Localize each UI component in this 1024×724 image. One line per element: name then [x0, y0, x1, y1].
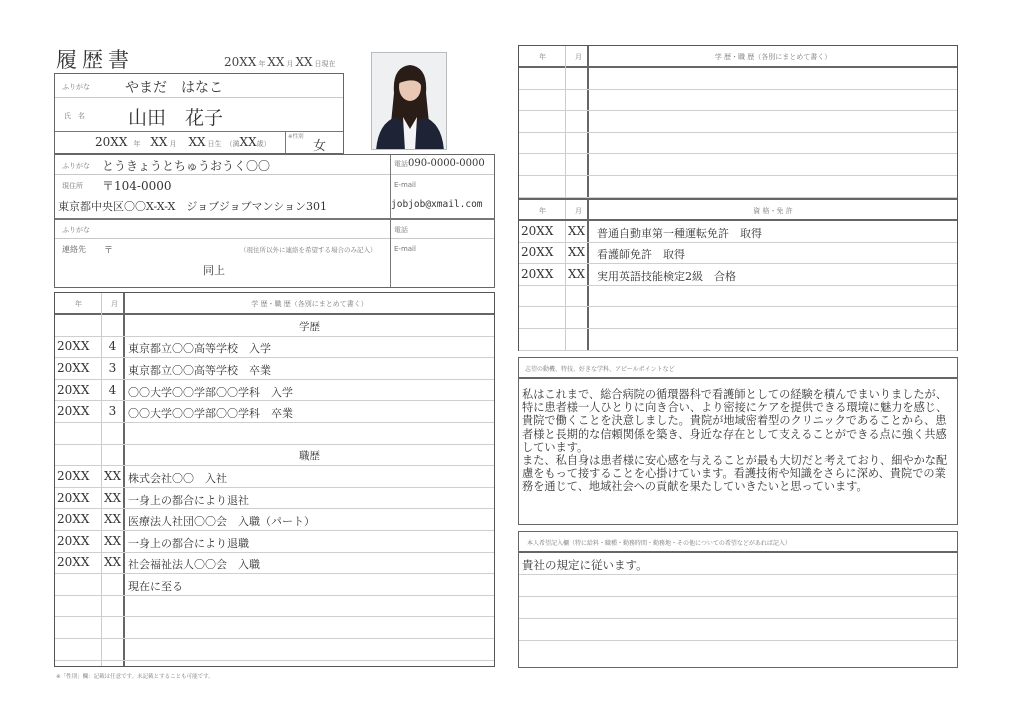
- motivation-paragraph: 私はこれまで、総合病院の循環器科で看護師としての経験を積んでまいりましたが、特に患者様一人ひとりに向き合い、より密接にケアを提供できる環境に魅力を感じ、貴院で働くことを決意しました。貴院が地域密着型のクリニックであることから、患者様と長期的な信頼関係を築き、身近な存在として支えることができる点に強く共感しています。 また、私自身は患者様に安心感を与えることが最も大切だと考えており、細やかな配慮をもって接することを心掛けています。看護技術や知識をさらに深め、貴院での業務を通じて、地域社会への貢献を果たしていきたいと思っています。: [522, 388, 948, 494]
- table-row: [55, 531, 494, 553]
- address-furigana-label: ふりがな: [62, 162, 90, 170]
- table-row: [55, 509, 494, 531]
- as-of-year: 20XX: [224, 55, 257, 69]
- name-label: 氏 名: [64, 112, 85, 120]
- request-text: 貴社の規定に従います。: [522, 558, 648, 572]
- person-portrait-icon: [372, 53, 447, 150]
- row-year: 20XX: [57, 512, 90, 527]
- table-row: [519, 68, 957, 90]
- table-row: [55, 596, 494, 618]
- contact-phone-label: 電話: [394, 226, 408, 234]
- unit-label: 月: [169, 140, 177, 148]
- row-month: XX: [103, 490, 122, 505]
- header-desc: 学 歴・職 歴（各別にまとめて書く）: [251, 300, 368, 308]
- unit-label: 年: [258, 60, 266, 68]
- request-line: [519, 597, 957, 619]
- table-row: [519, 111, 957, 133]
- row-description: 社会福祉法人〇〇会 入職: [128, 558, 260, 572]
- full-name: 山田 花子: [128, 107, 224, 129]
- divider: [55, 218, 494, 220]
- table-row: [55, 423, 494, 445]
- row-year: 20XX: [57, 468, 90, 483]
- table-row: [519, 133, 957, 155]
- row-description: 現在に至る: [128, 579, 183, 593]
- row-description: 実用英語技能検定2級 合格: [597, 269, 736, 283]
- table-row: [55, 466, 494, 488]
- row-description: 医療法人社団〇〇会 入職（パート）: [128, 515, 315, 529]
- row-description: 一身上の都合により退社: [128, 493, 249, 507]
- table-row: [519, 286, 957, 308]
- email-label: E-mail: [394, 181, 416, 189]
- unit-label: 年: [133, 140, 141, 148]
- row-year: 20XX: [57, 339, 90, 354]
- address-furigana: とうきょうとちゅうおうく〇〇: [102, 159, 271, 173]
- table-row: [55, 358, 494, 380]
- motivation-label: 志望の動機、特技、好きな学科、アピールポイントなど: [525, 366, 675, 373]
- requests-box: [518, 531, 958, 668]
- table-row: [55, 639, 494, 661]
- motivation-box: [518, 357, 958, 525]
- unit-label: 月: [286, 60, 294, 68]
- row-description: 職歴: [299, 450, 320, 463]
- table-row: [55, 445, 494, 467]
- gender: 女: [313, 139, 327, 154]
- column-divider: [565, 200, 566, 219]
- row-month: 4: [108, 339, 117, 354]
- requests-label: 本人希望記入欄（特に給料・職種・勤務時間・勤務地・その他についての希望などがあれば記入）: [527, 540, 791, 547]
- birth-date: [95, 135, 271, 149]
- birth-year: 20XX: [95, 135, 128, 149]
- row-description: 株式会社〇〇 入社: [128, 471, 227, 485]
- contact-note: （現住所以外に連絡を希望する場合のみ記入）: [240, 246, 377, 254]
- row-description: 一身上の都合により退職: [128, 536, 249, 550]
- row-description: 〇〇大学〇〇学部〇〇学科 入学: [128, 385, 293, 399]
- address-label: 現住所: [62, 182, 83, 190]
- postal-code: 〒104-0000: [102, 179, 172, 193]
- row-description: 普通自動車第一種運転免許 取得: [597, 226, 762, 240]
- divider: [55, 97, 343, 98]
- row-year: 20XX: [57, 555, 90, 570]
- unit-label: 日現在: [314, 60, 336, 68]
- row-year: 20XX: [57, 382, 90, 397]
- email: jobjob@xmail.com: [391, 199, 483, 210]
- row-description: 東京都立〇〇高等学校 入学: [128, 342, 271, 356]
- table-row: [55, 617, 494, 639]
- divider: [55, 174, 391, 175]
- row-year: 20XX: [521, 245, 554, 260]
- age: XX: [239, 135, 257, 149]
- continued-history-and-licenses-table: [518, 45, 958, 351]
- contact-label: 連絡先: [62, 245, 86, 254]
- row-year: 20XX: [57, 490, 90, 505]
- table-row: [55, 488, 494, 510]
- page-title: 履歴書: [56, 48, 134, 72]
- request-line: [519, 575, 957, 597]
- row-description: 看護師免許 取得: [597, 248, 685, 262]
- row-month: XX: [103, 468, 122, 483]
- header-year: 年: [75, 300, 82, 308]
- divider: [391, 174, 494, 175]
- column-divider: [587, 200, 589, 219]
- table-row: [55, 337, 494, 359]
- row-year: 20XX: [521, 266, 554, 281]
- id-photo: [371, 52, 447, 150]
- table-row: [519, 90, 957, 112]
- row-month: XX: [103, 512, 122, 527]
- row-month: 3: [108, 360, 117, 375]
- furigana-label: ふりがな: [62, 83, 90, 91]
- licenses-header: [519, 198, 957, 221]
- contact-furigana-label: ふりがな: [62, 226, 90, 234]
- row-year: 20XX: [57, 404, 90, 419]
- request-line: [519, 619, 957, 641]
- as-of-day: XX: [295, 55, 313, 69]
- header-desc: 資 格・免 許: [753, 207, 793, 215]
- table-row: [519, 221, 957, 243]
- contact-value: 同上: [203, 264, 225, 277]
- motivation-text: [522, 388, 950, 494]
- table-row: [519, 243, 957, 265]
- table-row: [519, 329, 957, 351]
- unit-label: 歳）: [256, 140, 271, 148]
- phone-number: 090-0000-0000: [408, 158, 485, 169]
- unit-label: 日生: [207, 140, 222, 148]
- divider: [55, 238, 494, 239]
- table-row: [55, 315, 494, 337]
- table-row: [55, 380, 494, 402]
- phone: [394, 158, 485, 169]
- as-of-date: [224, 55, 338, 69]
- name-furigana: やまだ はなこ: [125, 80, 223, 96]
- table-row: [519, 307, 957, 329]
- gender-label: ※性別: [288, 134, 304, 140]
- phone-label: 電話: [394, 160, 408, 168]
- divider: [285, 131, 286, 153]
- row-year: 20XX: [57, 360, 90, 375]
- table-header: [519, 46, 957, 68]
- divider: [390, 155, 391, 287]
- header-month: 月: [111, 300, 118, 308]
- header-desc: 学 歴・職 歴（各別にまとめて書く）: [714, 53, 832, 61]
- footnote: ※「性別」欄：記載は任意です。未記載とすることも可能です。: [56, 674, 214, 680]
- row-month: XX: [567, 245, 586, 260]
- row-month: XX: [103, 533, 122, 548]
- education-work-history-table: [54, 292, 495, 667]
- table-row: [55, 574, 494, 596]
- table-row: [55, 401, 494, 423]
- header-month: 月: [575, 53, 582, 61]
- table-row: [519, 154, 957, 176]
- table-row: [519, 264, 957, 286]
- row-month: XX: [567, 223, 586, 238]
- birth-month: XX: [150, 135, 168, 149]
- header-month: 月: [575, 207, 582, 215]
- row-description: 東京都立〇〇高等学校 卒業: [128, 363, 271, 377]
- motivation-header: [519, 358, 957, 379]
- table-row: [55, 553, 494, 575]
- request-line: [519, 641, 957, 663]
- row-description: 〇〇大学〇〇学部〇〇学科 卒業: [128, 407, 293, 421]
- contact-email-label: E-mail: [394, 245, 416, 253]
- requests-header: [519, 532, 957, 553]
- street-address: 東京都中央区〇〇X-X-X ジョブジョブマンション301: [58, 200, 327, 213]
- header-year: 年: [539, 53, 546, 61]
- request-line: [519, 553, 957, 575]
- row-month: XX: [567, 266, 586, 281]
- header-year: 年: [539, 207, 546, 215]
- row-month: 3: [108, 404, 117, 419]
- as-of-month: XX: [267, 55, 285, 69]
- unit-label: （満: [225, 140, 240, 148]
- row-month: 4: [108, 382, 117, 397]
- table-row: [519, 176, 957, 198]
- table-header: [55, 293, 494, 315]
- row-year: 20XX: [521, 223, 554, 238]
- row-year: 20XX: [57, 533, 90, 548]
- contact-postal: 〒: [104, 246, 114, 256]
- row-month: XX: [103, 555, 122, 570]
- row-description: 学歴: [299, 320, 320, 333]
- birth-day: XX: [188, 135, 206, 149]
